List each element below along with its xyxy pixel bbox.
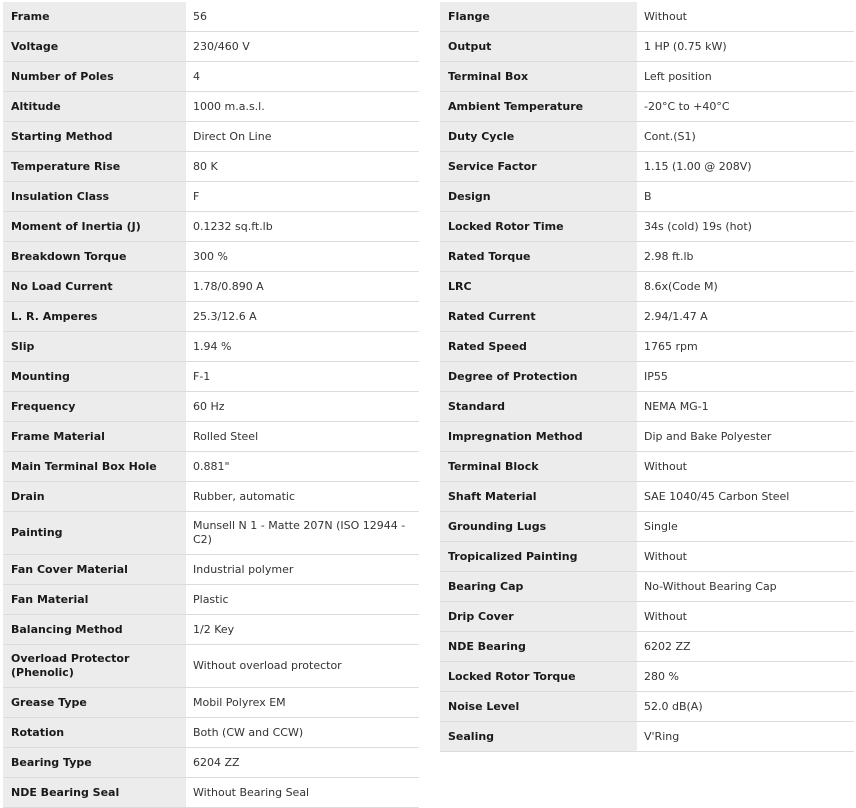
spec-label: Standard bbox=[440, 392, 637, 421]
spec-value: 2.98 ft.lb bbox=[637, 242, 854, 271]
spec-label: Design bbox=[440, 182, 637, 211]
spec-row-locked-rotor-torque bbox=[440, 662, 854, 692]
spec-label: Noise Level bbox=[440, 692, 637, 721]
spec-value: Without bbox=[637, 542, 854, 571]
spec-value: 8.6x(Code M) bbox=[637, 272, 854, 301]
spec-value: 1.15 (1.00 @ 208V) bbox=[637, 152, 854, 181]
spec-value: Munsell N 1 - Matte 207N (ISO 12944 - C2) bbox=[186, 512, 419, 554]
spec-label: NDE Bearing Seal bbox=[3, 778, 186, 807]
spec-row-temperature-rise bbox=[3, 152, 419, 182]
spec-label: Frequency bbox=[3, 392, 186, 421]
spec-value: SAE 1040/45 Carbon Steel bbox=[637, 482, 854, 511]
spec-label: Output bbox=[440, 32, 637, 61]
spec-label: Ambient Temperature bbox=[440, 92, 637, 121]
spec-row-breakdown-torque bbox=[3, 242, 419, 272]
spec-label: Rotation bbox=[3, 718, 186, 747]
spec-value: Without bbox=[637, 452, 854, 481]
spec-value: Without overload protector bbox=[186, 645, 419, 687]
spec-label: Bearing Type bbox=[3, 748, 186, 777]
spec-value: 280 % bbox=[637, 662, 854, 691]
spec-value: 0.881" bbox=[186, 452, 419, 481]
spec-label: Main Terminal Box Hole bbox=[3, 452, 186, 481]
spec-label: Degree of Protection bbox=[440, 362, 637, 391]
spec-row-rotation bbox=[3, 718, 419, 748]
spec-row-duty-cycle bbox=[440, 122, 854, 152]
spec-value: Rubber, automatic bbox=[186, 482, 419, 511]
spec-row-rated-current bbox=[440, 302, 854, 332]
spec-row-tropicalized-painting bbox=[440, 542, 854, 572]
spec-row-grounding-lugs bbox=[440, 512, 854, 542]
spec-row-drip-cover bbox=[440, 602, 854, 632]
spec-value: V'Ring bbox=[637, 722, 854, 751]
spec-row-moment-of-inertia-j bbox=[3, 212, 419, 242]
spec-table-right bbox=[440, 2, 854, 752]
spec-value: Single bbox=[637, 512, 854, 541]
spec-row-frame-material bbox=[3, 422, 419, 452]
spec-label: Frame bbox=[3, 2, 186, 31]
spec-row-insulation-class bbox=[3, 182, 419, 212]
spec-label: Slip bbox=[3, 332, 186, 361]
spec-row-flange bbox=[440, 2, 854, 32]
spec-label: Rated Current bbox=[440, 302, 637, 331]
spec-label: Balancing Method bbox=[3, 615, 186, 644]
spec-row-voltage bbox=[3, 32, 419, 62]
spec-label: Overload Protector (Phenolic) bbox=[3, 645, 186, 687]
spec-value: Industrial polymer bbox=[186, 555, 419, 584]
spec-value: F-1 bbox=[186, 362, 419, 391]
spec-label: Number of Poles bbox=[3, 62, 186, 91]
spec-row-design bbox=[440, 182, 854, 212]
spec-label: NDE Bearing bbox=[440, 632, 637, 661]
spec-value: -20°C to +40°C bbox=[637, 92, 854, 121]
spec-row-frame bbox=[3, 2, 419, 32]
spec-value: Mobil Polyrex EM bbox=[186, 688, 419, 717]
spec-value: 1/2 Key bbox=[186, 615, 419, 644]
spec-row-fan-cover-material bbox=[3, 555, 419, 585]
spec-row-mounting bbox=[3, 362, 419, 392]
spec-value: 6202 ZZ bbox=[637, 632, 854, 661]
spec-row-standard bbox=[440, 392, 854, 422]
spec-label: Bearing Cap bbox=[440, 572, 637, 601]
spec-value: 300 % bbox=[186, 242, 419, 271]
spec-label: Locked Rotor Time bbox=[440, 212, 637, 241]
spec-value: 2.94/1.47 A bbox=[637, 302, 854, 331]
spec-label: Painting bbox=[3, 512, 186, 554]
spec-value: 1000 m.a.s.l. bbox=[186, 92, 419, 121]
spec-value: Dip and Bake Polyester bbox=[637, 422, 854, 451]
spec-label: Mounting bbox=[3, 362, 186, 391]
spec-row-bearing-type bbox=[3, 748, 419, 778]
spec-row-impregnation-method bbox=[440, 422, 854, 452]
spec-label: Drain bbox=[3, 482, 186, 511]
spec-row-noise-level bbox=[440, 692, 854, 722]
spec-row-rated-speed bbox=[440, 332, 854, 362]
spec-label: Fan Cover Material bbox=[3, 555, 186, 584]
spec-row-bearing-cap bbox=[440, 572, 854, 602]
spec-label: L. R. Amperes bbox=[3, 302, 186, 331]
spec-value: 1 HP (0.75 kW) bbox=[637, 32, 854, 61]
spec-label: Grease Type bbox=[3, 688, 186, 717]
spec-label: Voltage bbox=[3, 32, 186, 61]
spec-label: Terminal Block bbox=[440, 452, 637, 481]
spec-table-left bbox=[3, 2, 419, 808]
spec-value: Without Bearing Seal bbox=[186, 778, 419, 807]
spec-row-overload-protector-phenolic bbox=[3, 645, 419, 688]
spec-label: LRC bbox=[440, 272, 637, 301]
spec-label: Frame Material bbox=[3, 422, 186, 451]
spec-row-service-factor bbox=[440, 152, 854, 182]
spec-row-ambient-temperature bbox=[440, 92, 854, 122]
spec-label: Terminal Box bbox=[440, 62, 637, 91]
spec-label: Duty Cycle bbox=[440, 122, 637, 151]
spec-value: 34s (cold) 19s (hot) bbox=[637, 212, 854, 241]
spec-row-drain bbox=[3, 482, 419, 512]
spec-label: Altitude bbox=[3, 92, 186, 121]
spec-label: Service Factor bbox=[440, 152, 637, 181]
spec-row-slip bbox=[3, 332, 419, 362]
spec-row-terminal-block bbox=[440, 452, 854, 482]
spec-row-balancing-method bbox=[3, 615, 419, 645]
spec-row-terminal-box bbox=[440, 62, 854, 92]
spec-label: No Load Current bbox=[3, 272, 186, 301]
spec-value: Both (CW and CCW) bbox=[186, 718, 419, 747]
spec-value: 60 Hz bbox=[186, 392, 419, 421]
spec-value: Cont.(S1) bbox=[637, 122, 854, 151]
spec-label: Impregnation Method bbox=[440, 422, 637, 451]
spec-value: 6204 ZZ bbox=[186, 748, 419, 777]
spec-row-nde-bearing bbox=[440, 632, 854, 662]
spec-row-frequency bbox=[3, 392, 419, 422]
spec-row-l-r-amperes bbox=[3, 302, 419, 332]
spec-label: Rated Speed bbox=[440, 332, 637, 361]
spec-label: Grounding Lugs bbox=[440, 512, 637, 541]
spec-value: Without bbox=[637, 2, 854, 31]
spec-label: Moment of Inertia (J) bbox=[3, 212, 186, 241]
spec-label: Shaft Material bbox=[440, 482, 637, 511]
spec-value: 4 bbox=[186, 62, 419, 91]
spec-value: 0.1232 sq.ft.lb bbox=[186, 212, 419, 241]
spec-row-rated-torque bbox=[440, 242, 854, 272]
spec-row-main-terminal-box-hole bbox=[3, 452, 419, 482]
spec-row-no-load-current bbox=[3, 272, 419, 302]
spec-label: Sealing bbox=[440, 722, 637, 751]
spec-value: 1.94 % bbox=[186, 332, 419, 361]
spec-value: 80 K bbox=[186, 152, 419, 181]
spec-row-number-of-poles bbox=[3, 62, 419, 92]
spec-value: 1.78/0.890 A bbox=[186, 272, 419, 301]
spec-label: Insulation Class bbox=[3, 182, 186, 211]
spec-label: Locked Rotor Torque bbox=[440, 662, 637, 691]
spec-value: Left position bbox=[637, 62, 854, 91]
spec-row-locked-rotor-time bbox=[440, 212, 854, 242]
spec-value: 25.3/12.6 A bbox=[186, 302, 419, 331]
spec-row-sealing bbox=[440, 722, 854, 752]
spec-value: F bbox=[186, 182, 419, 211]
spec-value: NEMA MG-1 bbox=[637, 392, 854, 421]
spec-value: 52.0 dB(A) bbox=[637, 692, 854, 721]
spec-row-output bbox=[440, 32, 854, 62]
spec-label: Fan Material bbox=[3, 585, 186, 614]
spec-row-degree-of-protection bbox=[440, 362, 854, 392]
spec-value: B bbox=[637, 182, 854, 211]
spec-value: IP55 bbox=[637, 362, 854, 391]
spec-label: Temperature Rise bbox=[3, 152, 186, 181]
spec-value: No-Without Bearing Cap bbox=[637, 572, 854, 601]
spec-value: 230/460 V bbox=[186, 32, 419, 61]
spec-label: Breakdown Torque bbox=[3, 242, 186, 271]
spec-row-shaft-material bbox=[440, 482, 854, 512]
spec-label: Tropicalized Painting bbox=[440, 542, 637, 571]
spec-label: Flange bbox=[440, 2, 637, 31]
spec-value: 1765 rpm bbox=[637, 332, 854, 361]
spec-label: Drip Cover bbox=[440, 602, 637, 631]
spec-value: Without bbox=[637, 602, 854, 631]
spec-value: Plastic bbox=[186, 585, 419, 614]
spec-value: 56 bbox=[186, 2, 419, 31]
spec-value: Rolled Steel bbox=[186, 422, 419, 451]
spec-row-painting bbox=[3, 512, 419, 555]
spec-row-altitude bbox=[3, 92, 419, 122]
spec-label: Starting Method bbox=[3, 122, 186, 151]
spec-row-fan-material bbox=[3, 585, 419, 615]
spec-row-nde-bearing-seal bbox=[3, 778, 419, 808]
spec-row-lrc bbox=[440, 272, 854, 302]
spec-row-starting-method bbox=[3, 122, 419, 152]
spec-label: Rated Torque bbox=[440, 242, 637, 271]
spec-value: Direct On Line bbox=[186, 122, 419, 151]
spec-row-grease-type bbox=[3, 688, 419, 718]
